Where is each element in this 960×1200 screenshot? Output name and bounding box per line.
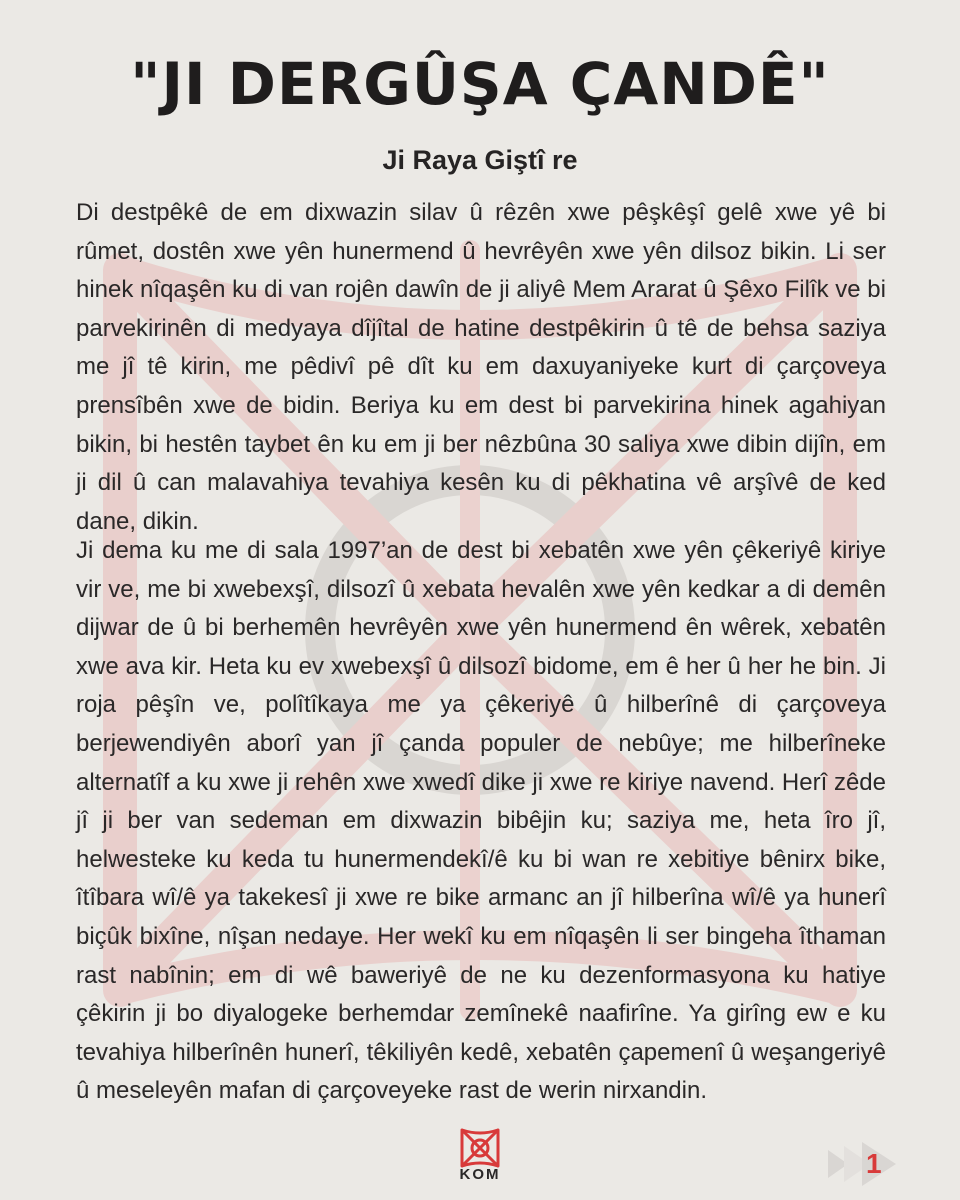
page-number: 1 (866, 1148, 882, 1179)
logo-text: KOM (459, 1166, 501, 1183)
paragraph-intro: Di destpêkê de em dixwazin silav û rêzên xwe pêşkêşî gelê xwe yê bi rûmet, dostên xwe yên hunermend û hevrêyên xwe yên dilsoz bikin. Li ser hinek nîqaşên ku di van rojên dawîn de ji aliyê Mem Ararat û Şêxo Filîk ve bi parvekirinên di medyaya dîjîtal de hatine destpêkirin û tê de behsa saziya me jî tê kirin, me pêdivî pê dît ku em daxuyaniyeke kurt di çarçoveya prensîbên xwe de bidin. Beriya ku em dest bi parvekirina hinek agahiyan bikin, bi hestên taybet ên ku em ji ber nêzbûna 30 saliya xwe dibin dijîn, em ji dil û can malavahiya tevahiya kesên ku di pêkhatina vê arşîvê de ked dane, dikin. (76, 199, 886, 535)
document-subtitle: Ji Raya Giştî re (382, 145, 578, 175)
document-title: "JI DERGÛŞA ÇANDÊ" (130, 50, 830, 118)
paragraph-body: Ji dema ku me di sala 1997’an de dest bi xebatên xwe yên çêkeriyê kiriye vir ve, me bi xwebexşî, dilsozî û xebata hevalên xwe yên kedkar a di demên dijwar de û bi berhemên hevrêyên xwe yên hunermend ên wêrek, xebatên xwe ava kir. Heta ku ev xwebexşî û dilsozî bidome, em ê her û her he bin. Ji roja pêşîn ve, polîtîkaya me ya çêkeriyê û hilberînê di çarçoveya berjewendiyên aborî yan jî çanda populer de nebûye; me hilberîneke alternatîf a ku xwe ji rehên xwe xwedî dike ji xwe re kiriye navend. Herî zêde jî ji ber van sedeman em dixwazin bibêjin ku; saziya me, heta îro jî, helwesteke ku keda tu hunermendekî/ê ku bi wan re xebitiye bênirx bike, îtîbara wî/ê ya takekesî ji xwe re bike armanc an jî hilberîna wî/ê ya hunerî biçûk bixîne, nîşan nedaye. Her wekî ku em nîqaşên li ser bingeha îthaman rast nabînin; em di wê baweriyê de ne ku dezenformasyona ku hatiye çêkirin ji bo diyalogeke berhemdar zemînekê naafirîne. Ya girîng ew e ku tevahiya hilberînên hunerî, têkiliyên kedê, xebatên çapemenî û weşangeriyê û meseleyên mafan di çarçoveyeke rast de werin nirxandin. (76, 537, 886, 1105)
next-page-arrows-icon[interactable] (822, 1136, 902, 1192)
